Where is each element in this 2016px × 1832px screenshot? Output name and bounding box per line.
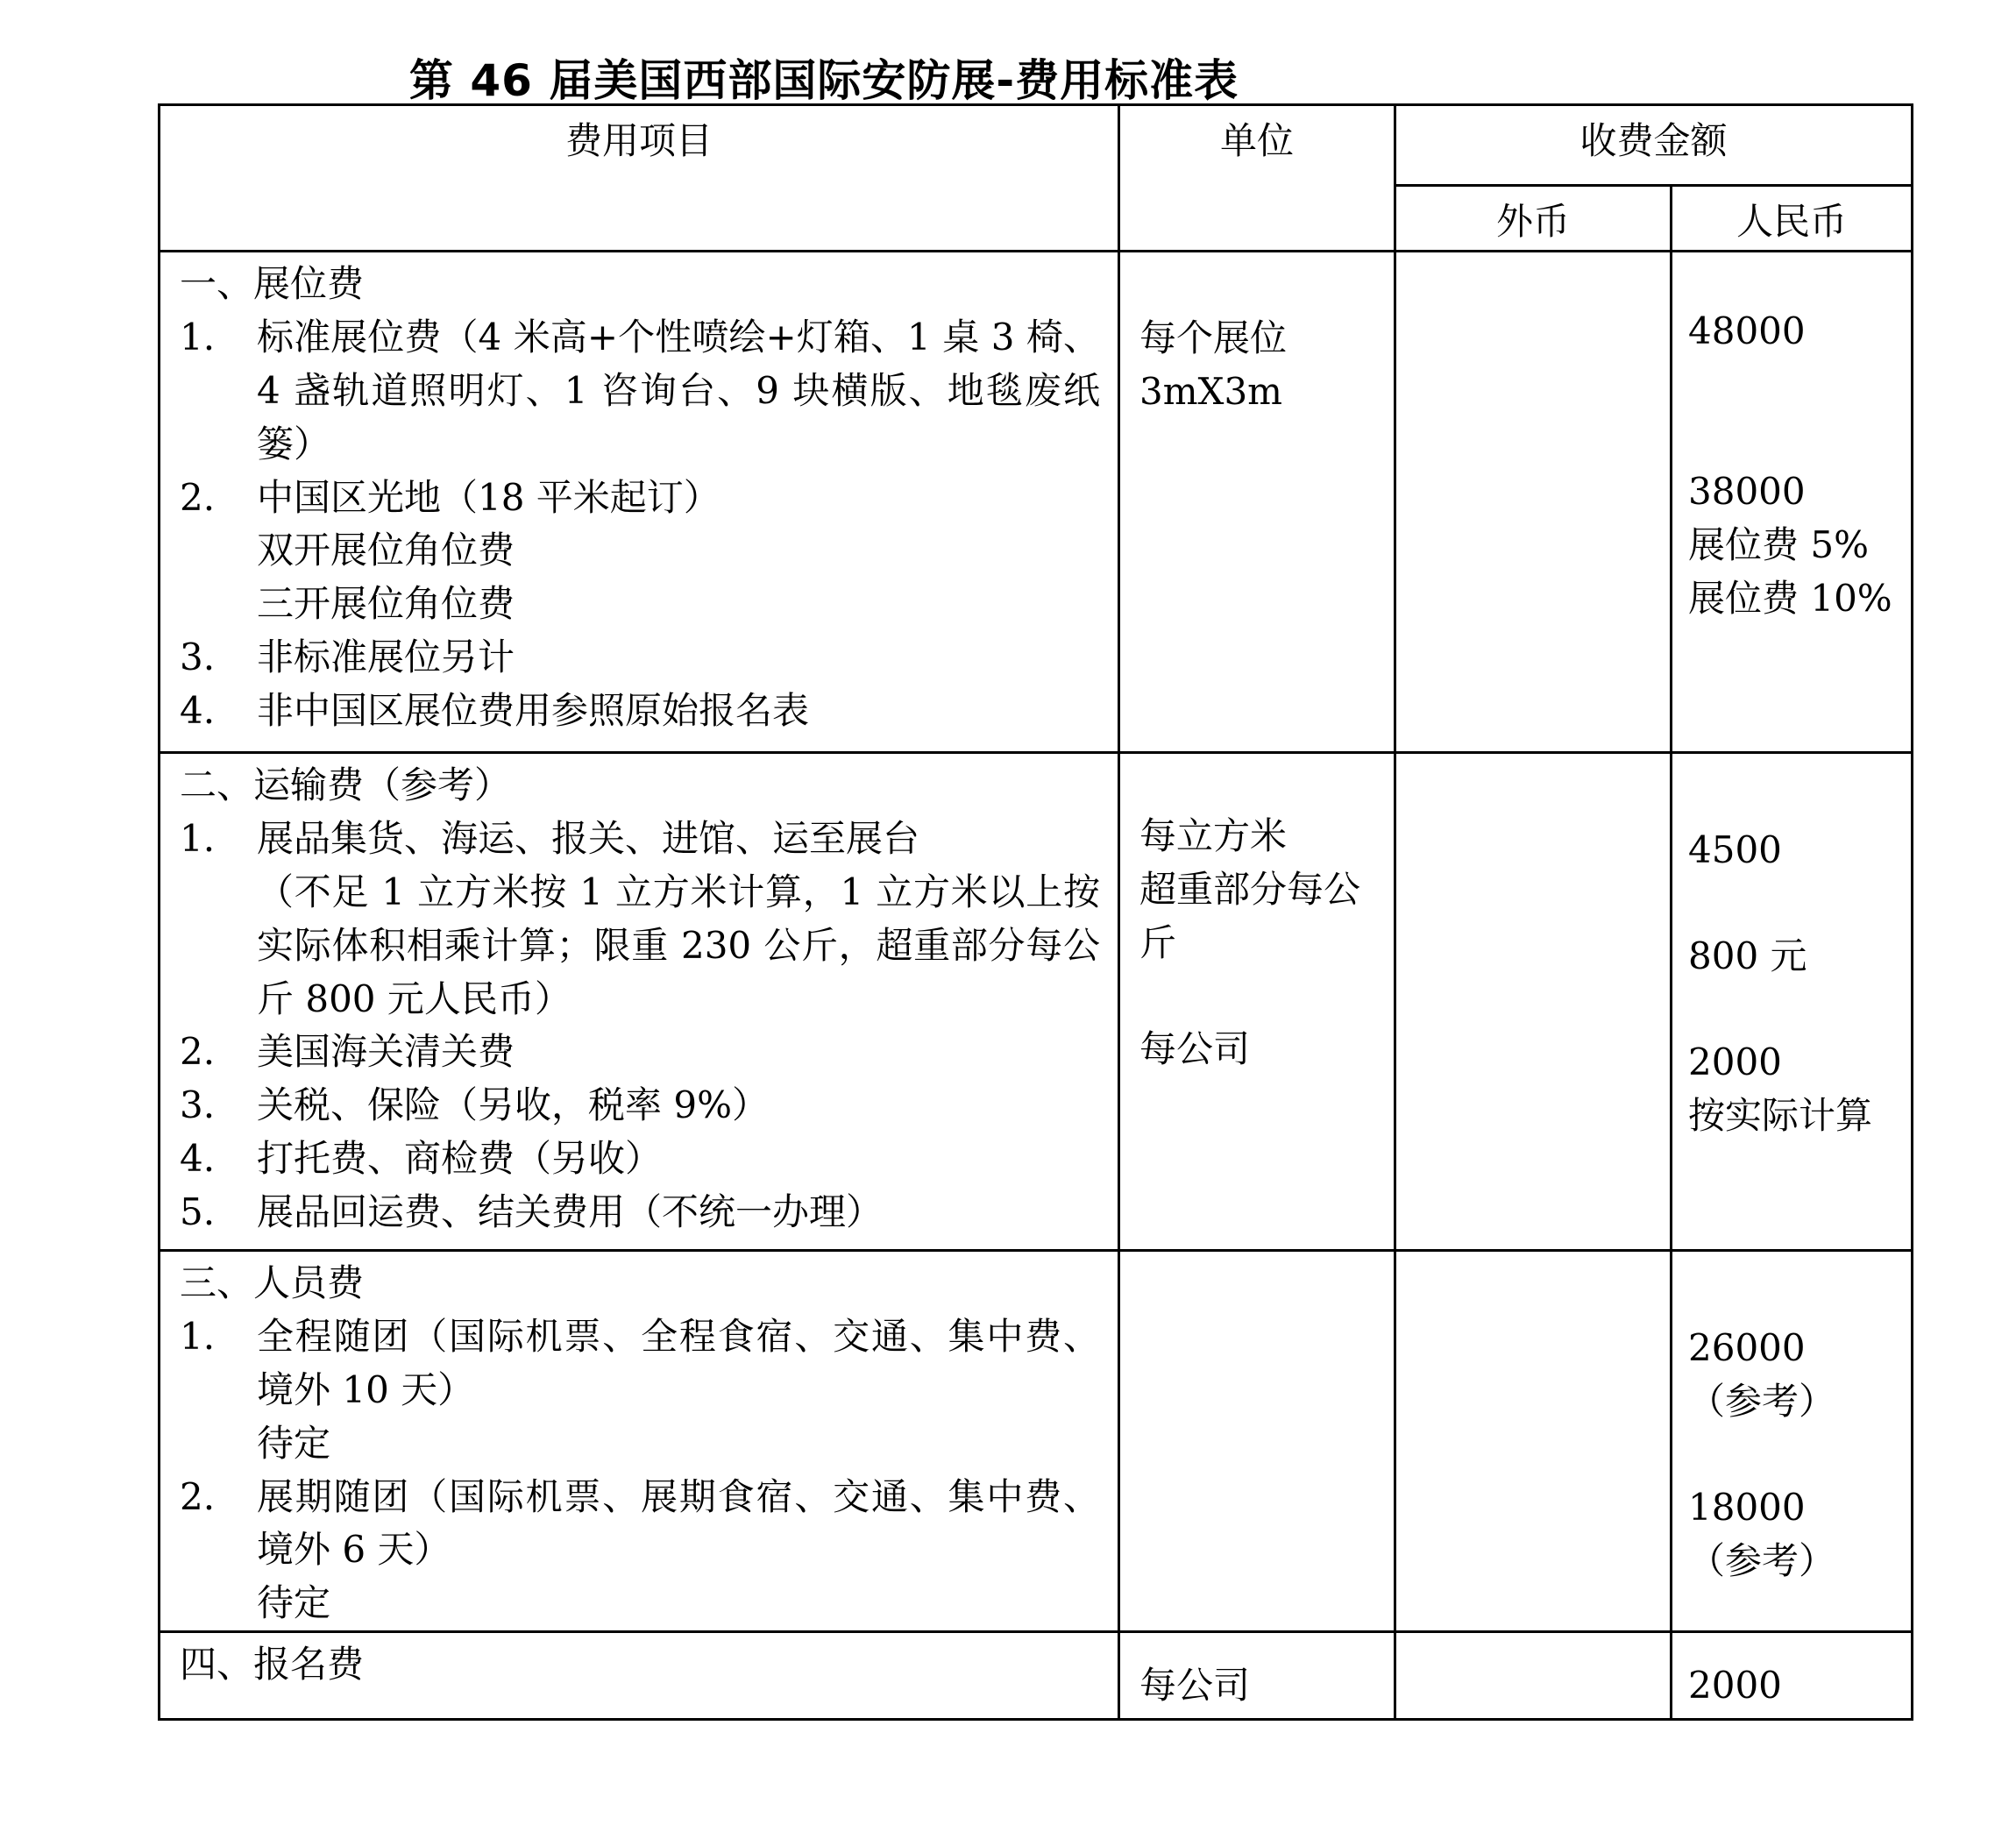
section-registration-items xyxy=(160,1632,1119,1720)
unit-text: 每立方米 xyxy=(1139,814,1288,857)
section-shipping-unit xyxy=(1119,753,1395,1251)
item-subline: （不足 1 立方米按 1 立方米计算，1 立方米以上按实际体积相乘计算；限重 230 公斤，超重部分每公斤 800 元人民币） xyxy=(257,870,1100,1020)
item-number: 1. xyxy=(180,315,216,359)
header-foreign: 外币 xyxy=(1395,186,1672,252)
section-registration-unit xyxy=(1119,1632,1395,1720)
amount-value: 2000 xyxy=(1688,1040,1782,1083)
item-text: 展期随团（国际机票、展期食宿、交通、集中费、境外 6 天） xyxy=(257,1474,1100,1572)
item-number: 2. xyxy=(180,1474,216,1518)
section-shipping-row xyxy=(160,753,1913,1251)
item-text: 展品集货、海运、报关、进馆、运至展台 xyxy=(257,816,920,860)
section-personnel-row xyxy=(160,1251,1913,1632)
section-booth-rmb xyxy=(1672,252,1913,753)
item-number: 5. xyxy=(180,1190,216,1234)
list-item xyxy=(160,685,1118,738)
section-title: 四、报名费 xyxy=(180,1643,365,1686)
header-rmb: 人民币 xyxy=(1672,186,1913,252)
item-text: 标准展位费（4 米高+个性喷绘+灯箱、1 桌 3 椅、4 盏轨道照明灯、1 咨询台、9 块横版、地毯废纸篓） xyxy=(257,315,1100,465)
document-title: 第 46 届美国西部国际安防展-费用标准表 xyxy=(408,55,1239,106)
section-title: 三、人员费 xyxy=(180,1261,365,1304)
amount-value: 18000 xyxy=(1688,1485,1806,1529)
unit-text: 3mX3m xyxy=(1139,369,1282,413)
item-number: 2. xyxy=(180,1030,216,1074)
list-item xyxy=(160,1079,1118,1133)
item-text: 展品回运费、结关费用（不统一办理） xyxy=(257,1190,884,1234)
item-subline: 待定 xyxy=(257,1581,331,1625)
section-personnel-unit xyxy=(1119,1251,1395,1632)
unit-text: 每个展位 xyxy=(1139,316,1288,359)
unit-text: 每公司 xyxy=(1139,1026,1251,1070)
item-subline: 三开展位角位费 xyxy=(257,582,515,626)
section-personnel-foreign xyxy=(1395,1251,1672,1632)
item-number: 4. xyxy=(180,1137,216,1181)
item-number: 3. xyxy=(180,1083,216,1127)
amount-value: 展位费 10% xyxy=(1688,576,1892,620)
item-number: 1. xyxy=(180,816,216,860)
amount-value: 800 元 xyxy=(1688,934,1807,977)
item-number: 4. xyxy=(180,689,216,733)
list-item xyxy=(160,1471,1118,1578)
list-item xyxy=(160,311,1118,472)
section-registration-foreign xyxy=(1395,1632,1672,1720)
section-booth-items xyxy=(160,252,1119,753)
amount-value: 38000 xyxy=(1688,469,1806,513)
amount-value: 按实际计算 xyxy=(1688,1093,1873,1137)
section-shipping-items xyxy=(160,753,1119,1251)
list-item xyxy=(160,1133,1118,1186)
section-registration-rmb xyxy=(1672,1632,1913,1720)
section-booth-unit xyxy=(1119,252,1395,753)
header-row xyxy=(160,105,1913,186)
list-item xyxy=(160,631,1118,685)
item-text: 关税、保险（另收，税率 9%） xyxy=(257,1083,769,1127)
section-booth-foreign xyxy=(1395,252,1672,753)
amount-value: （参考） xyxy=(1688,1538,1836,1582)
item-text: 中国区光地（18 平米起订） xyxy=(257,475,721,519)
section-title: 一、展位费 xyxy=(180,262,365,305)
amount-value: 4500 xyxy=(1688,828,1782,871)
unit-text: 每公司 xyxy=(1139,1664,1251,1708)
item-subline: 双开展位角位费 xyxy=(257,529,515,572)
fee-table xyxy=(158,103,1913,1721)
list-item xyxy=(160,1310,1118,1417)
item-number: 3. xyxy=(180,636,216,679)
amount-value: 48000 xyxy=(1688,309,1806,352)
amount-value: （参考） xyxy=(1688,1379,1836,1423)
list-item xyxy=(160,472,1118,525)
item-number: 2. xyxy=(180,475,216,519)
unit-text: 超重部分每公斤 xyxy=(1139,867,1361,964)
section-title: 二、运输费（参考） xyxy=(180,763,512,806)
item-text: 打托费、商检费（另收） xyxy=(257,1137,663,1181)
list-item xyxy=(160,813,1118,866)
amount-value: 26000 xyxy=(1688,1326,1806,1369)
section-personnel-rmb xyxy=(1672,1251,1913,1632)
item-text: 全程随团（国际机票、全程食宿、交通、集中费、境外 10 天） xyxy=(257,1314,1100,1411)
header-amount: 收费金额 xyxy=(1395,105,1913,186)
item-number: 1. xyxy=(180,1314,216,1358)
section-booth-row xyxy=(160,252,1913,753)
section-shipping-foreign xyxy=(1395,753,1672,1251)
item-text: 美国海关清关费 xyxy=(257,1030,515,1074)
header-item: 费用项目 xyxy=(160,105,1119,252)
list-item xyxy=(160,1186,1118,1239)
amount-value: 2000 xyxy=(1688,1664,1782,1708)
amount-value: 展位费 5% xyxy=(1688,522,1869,566)
section-personnel-items xyxy=(160,1251,1119,1632)
item-text: 非中国区展位费用参照原始报名表 xyxy=(257,689,810,733)
list-item xyxy=(160,1026,1118,1079)
item-subline: 待定 xyxy=(257,1421,331,1465)
section-shipping-rmb xyxy=(1672,753,1913,1251)
header-unit: 单位 xyxy=(1119,105,1395,252)
item-text: 非标准展位另计 xyxy=(257,636,515,679)
section-registration-row xyxy=(160,1632,1913,1720)
